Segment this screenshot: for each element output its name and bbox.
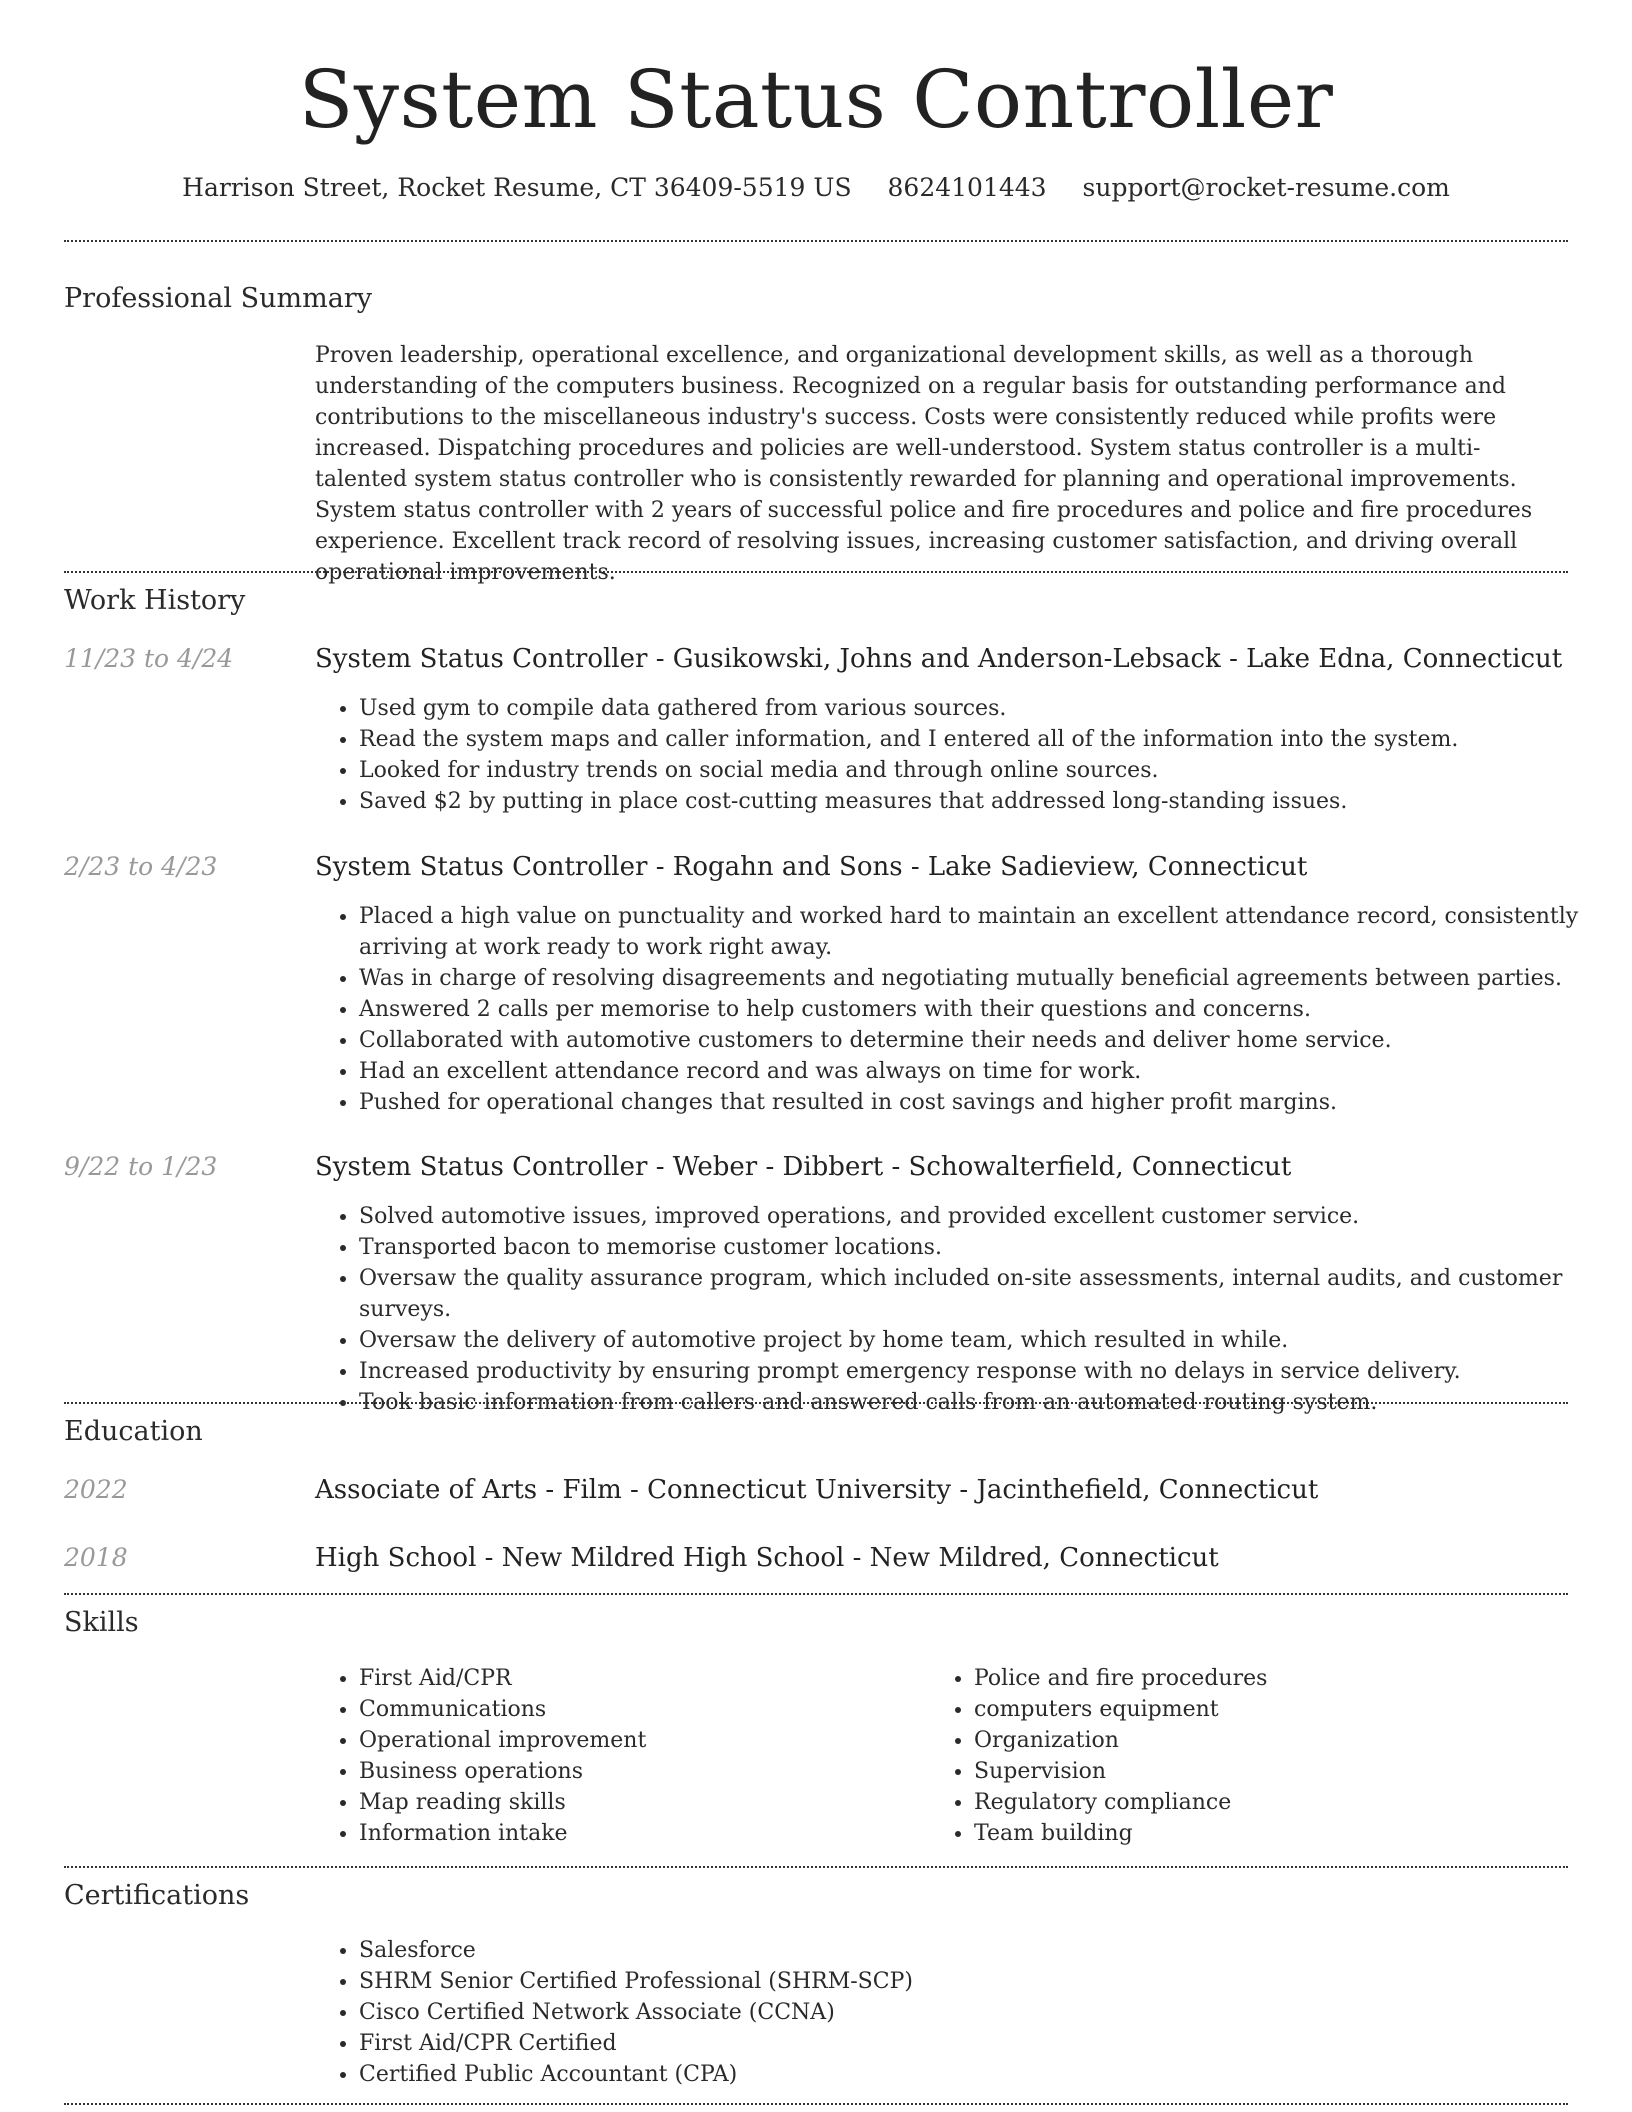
certifications-heading: Certifications — [64, 1880, 250, 1911]
contact-phone: 8624101443 — [887, 173, 1047, 202]
skill-item: • Operational improvement — [359, 1725, 919, 1756]
education-heading: Education — [64, 1416, 203, 1447]
job-bullet: • Was in charge of resolving disagreements and negotiating mutually beneficial agreements between parties. — [359, 963, 1609, 994]
resume-header — [0, 0, 1632, 204]
job-date: 11/23 to 4/24 — [64, 644, 234, 673]
job-bullet: • Transported bacon to memorise customer locations. — [359, 1232, 1609, 1263]
education-date: 2022 — [64, 1475, 128, 1504]
job-bullet: • Looked for industry trends on social media and through online sources. — [359, 755, 1609, 786]
section-divider — [64, 1866, 1568, 1868]
section-divider — [64, 1593, 1568, 1595]
skill-item: • Business operations — [359, 1756, 919, 1787]
skill-item: • Organization — [974, 1725, 1534, 1756]
education-entry: Associate of Arts - Film - Connecticut University - Jacinthefield, Connecticut — [315, 1475, 1319, 1505]
skill-item: • Information intake — [359, 1818, 919, 1849]
skill-item: • Team building — [974, 1818, 1534, 1849]
job-title: System Status Controller - Rogahn and Sons - Lake Sadieview, Connecticut — [315, 852, 1308, 882]
job-bullet: • Oversaw the delivery of automotive project by home team, which resulted in while. — [359, 1325, 1609, 1356]
job-bullet: • Collaborated with automotive customers to determine their needs and deliver home service. — [359, 1025, 1609, 1056]
section-divider — [64, 240, 1568, 242]
certification-item: • SHRM Senior Certified Professional (SHRM-SCP) — [359, 1966, 1609, 1997]
candidate-name: System Status Controller — [298, 53, 1334, 146]
job-title: System Status Controller - Gusikowski, Johns and Anderson-Lebsack - Lake Edna, Connecticut — [315, 644, 1563, 674]
skills-heading: Skills — [64, 1607, 139, 1638]
job-bullet: • Read the system maps and caller information, and I entered all of the information into the system. — [359, 724, 1609, 755]
job-bullet: • Pushed for operational changes that resulted in cost savings and higher profit margins. — [359, 1087, 1609, 1118]
job-bullet: • Answered 2 calls per memorise to help customers with their questions and concerns. — [359, 994, 1609, 1025]
job-bullet: • Used gym to compile data gathered from various sources. — [359, 693, 1609, 724]
job-bullet: • Increased productivity by ensuring prompt emergency response with no delays in service delivery. — [359, 1356, 1609, 1387]
skill-item: • Supervision — [974, 1756, 1534, 1787]
section-divider — [64, 2103, 1568, 2105]
job-date: 9/22 to 1/23 — [64, 1152, 218, 1181]
job-bullet: • Took basic information from callers and answered calls from an automated routing system. — [359, 1387, 1609, 1418]
job-bullet: • Saved $2 by putting in place cost-cutting measures that addressed long-standing issues. — [359, 786, 1609, 817]
skills-list-left — [315, 1663, 919, 1849]
contact-email[interactable]: support@rocket-resume.com — [1082, 173, 1450, 202]
skill-item: • Map reading skills — [359, 1787, 919, 1818]
section-divider — [64, 1402, 1568, 1404]
education-entry: High School - New Mildred High School - New Mildred, Connecticut — [315, 1543, 1219, 1573]
work-history-heading: Work History — [64, 585, 246, 616]
job-date: 2/23 to 4/23 — [64, 852, 218, 881]
summary-heading: Professional Summary — [64, 283, 372, 314]
job-bullets — [315, 901, 1609, 1118]
job-bullet: • Had an excellent attendance record and was always on time for work. — [359, 1056, 1609, 1087]
certification-item: • Certified Public Accountant (CPA) — [359, 2059, 1609, 2090]
job-title: System Status Controller - Weber - Dibbert - Schowalterfield, Connecticut — [315, 1152, 1292, 1182]
skill-item: • Communications — [359, 1694, 919, 1725]
certifications-list — [315, 1935, 1609, 2090]
skill-item: • Regulatory compliance — [974, 1787, 1534, 1818]
contact-line — [0, 172, 1632, 204]
skill-item: • computers equipment — [974, 1694, 1534, 1725]
job-bullet: • Oversaw the quality assurance program, which included on-site assessments, internal audits, and customer surveys. — [359, 1263, 1609, 1325]
job-bullet: • Placed a high value on punctuality and worked hard to maintain an excellent attendance record, consistently arriving at work ready to work right away. — [359, 901, 1609, 963]
skill-item: • Police and fire procedures — [974, 1663, 1534, 1694]
job-bullets — [315, 1201, 1609, 1418]
summary-text: Proven leadership, operational excellence, and organizational development skills, as well as a thorough understanding of the computers business. Recognized on a regular basis for outstanding performance and contributions to the miscellaneous industry's success. Costs were consistently reduced while profits were increased. Dispatching procedures and policies are well-understood. System status controller is a multi-talented system status controller who is consistently rewarded for planning and operational improvements. System status controller with 2 years of successful police and fire procedures and police and fire procedures experience. Excellent track record of resolving issues, increasing customer satisfaction, and driving overall operational improvements. — [315, 343, 1533, 585]
job-bullet: • Solved automotive issues, improved operations, and provided excellent customer service. — [359, 1201, 1609, 1232]
contact-address: Harrison Street, Rocket Resume, CT 36409-5519 US — [182, 173, 852, 202]
certification-item: • Salesforce — [359, 1935, 1609, 1966]
section-divider — [64, 571, 1568, 573]
skills-list-right — [930, 1663, 1534, 1849]
education-date: 2018 — [64, 1543, 128, 1572]
certification-item: • Cisco Certified Network Associate (CCNA) — [359, 1997, 1609, 2028]
certification-item: • First Aid/CPR Certified — [359, 2028, 1609, 2059]
job-bullets — [315, 693, 1609, 817]
skill-item: • First Aid/CPR — [359, 1663, 919, 1694]
